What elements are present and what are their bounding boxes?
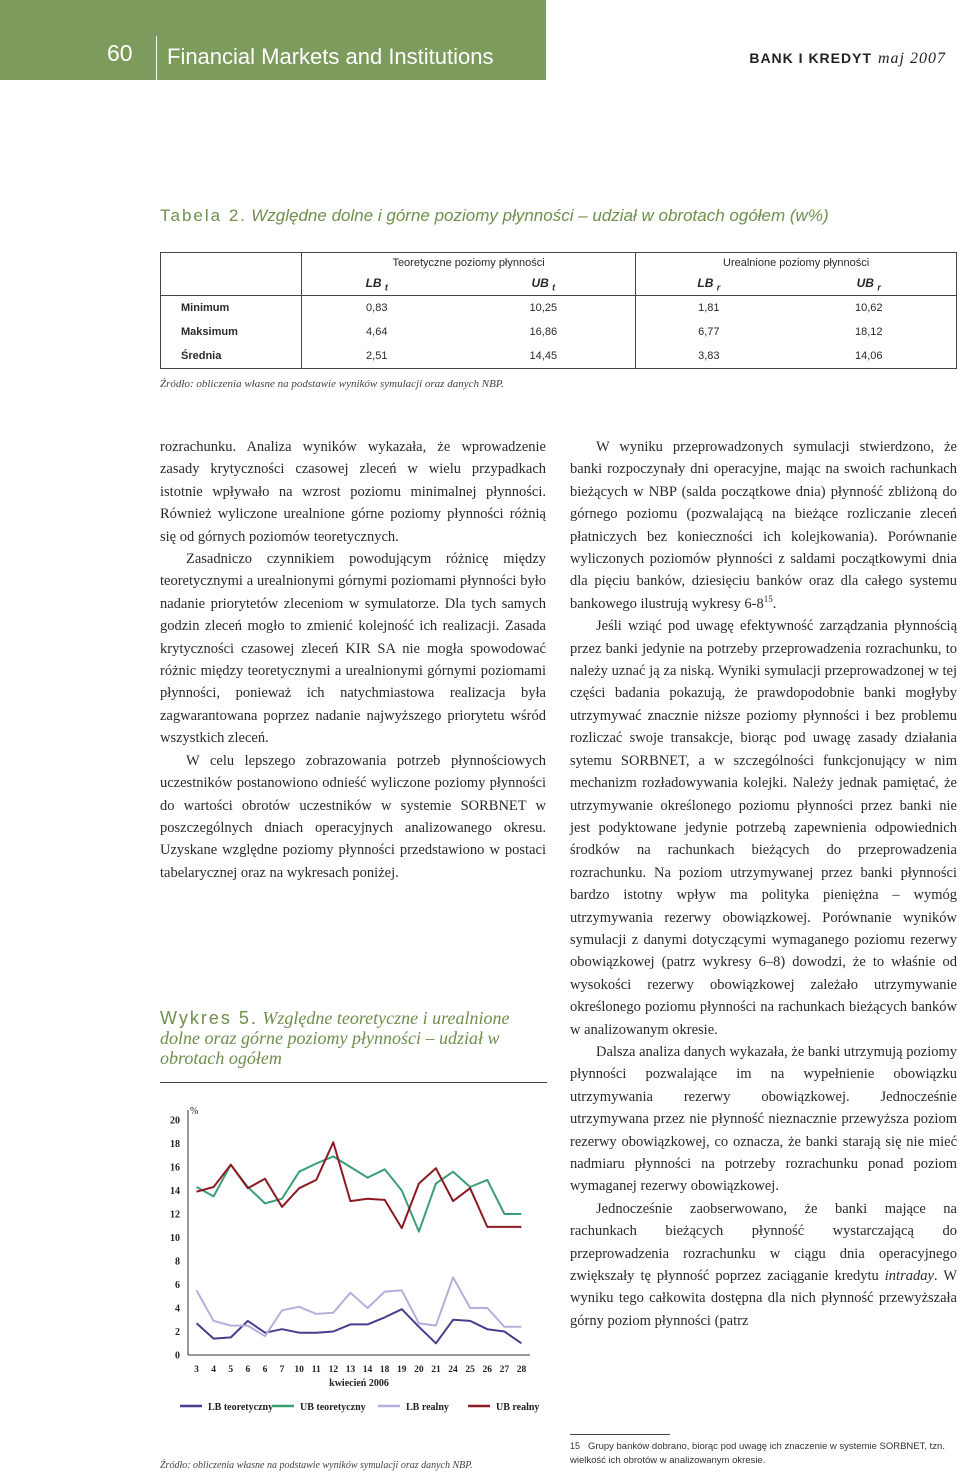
x-tick-label: 24 [448, 1365, 458, 1375]
footnote-rule [570, 1434, 670, 1435]
x-tick-label: 5 [228, 1365, 234, 1375]
table-col-header [452, 273, 636, 296]
paragraph: W celu lepszego zobrazowania potrzeb płynnościowych uczestników postanowiono odnieść wyliczone poziomy płynności do wartości obrotów uczestników w systemie SORBNET w poszczególnych dniach operacyjnych analizowanego okresu. Uzyskane względne poziomy płynności przedstawiono w postaci tabelarycznej oraz na wykresach poniżej. [160, 752, 546, 881]
y-axis-label: % [190, 1106, 199, 1117]
y-tick-label: 8 [175, 1256, 180, 1268]
x-tick-label: 14 [362, 1365, 373, 1375]
table-cell: 14,45 [529, 350, 558, 362]
x-tick-label: 6 [245, 1365, 251, 1375]
journal-title: BANK I KREDYT [749, 50, 872, 66]
paragraph: Zasadniczo czynnikiem powodującym różnicę między teoretycznymi a urealnionymi górnymi poziomami płynności było nadanie priorytetów zleceniom w symulatorze. Dla tych samych godzin zleceń mogło to zmienić kolejność ich realizacji. Zasada krytyczności czasowej zleceń KIR SA nie mogła spowodować różnic między teoretycznymi a urealnionymi górnymi poziomami płynności, ponieważ ich natychmiastowa realizacja była zagwarantowana poprzez nadanie najwyższego priorytetu wśród wszystkich zleceń. [160, 551, 546, 747]
table-cell: 10,62 [854, 302, 883, 314]
table-cell: 16,86 [529, 326, 558, 338]
table-col-header [781, 273, 956, 296]
x-tick-label: 21 [431, 1365, 441, 1375]
x-tick-label: 26 [482, 1365, 492, 1375]
col-header-sub: r [877, 282, 881, 293]
legend-label: LB teoretyczny [208, 1402, 274, 1413]
x-tick-label: 7 [279, 1365, 285, 1375]
legend-label: LB realny [406, 1402, 449, 1413]
paragraph: W wyniku przeprowadzonych symulacji stwierdzono, że banki rozpoczynały dni operacyjne, mając na swoich rachunkach bieżących w NBP (salda początkowe dnia) płynność zbliżoną do górnego poziomu (pozwalającą na bieżące rozliczanie zleceń płatniczych bez konieczności ich kolejkowania). Porównanie wyliczonych poziomów płynności z saldami początkowymi dnia dla pięciu banków, dziesięciu banków oraz dla całego systemu bankowego ilustrują wykresy $6-8^{15}$. [570, 439, 957, 612]
table-caption [160, 206, 829, 226]
y-tick-label: 12 [170, 1209, 180, 1221]
x-tick-label: 4 [211, 1365, 217, 1375]
x-tick-label: 20 [414, 1365, 424, 1375]
row-label: Maksimum [181, 326, 238, 338]
col-header-main: LB [697, 275, 714, 290]
x-tick-label: 18 [379, 1365, 390, 1375]
table-row [161, 344, 957, 369]
table-col-header [302, 273, 452, 296]
journal-issue: maj 2007 [878, 50, 946, 67]
x-tick-label: 3 [194, 1365, 199, 1375]
liquidity-line-chart [160, 1100, 550, 1445]
table-cell: 10,25 [529, 302, 558, 314]
paragraph-text: W wyniku przeprowadzonych symulacji stwierdzono, że banki rozpoczynały dni operacyjne, mając na swoich rachunkach bieżących w NBP (salda początkowe dnia) płynność zbliżoną do górnego poziomu (pozwalającą na bieżące rozliczanie zleceń płatniczych bez konieczności ich kolejkowania). Porównanie wyliczonych poziomów płynności z saldami początkowymi dnia dla pięciu banków, dziesięciu banków oraz dla całego systemu bankowego ilustrują wykresy 6-8 [570, 439, 957, 612]
paragraph-text: Jednocześnie zaobserwowano, że banki mające na rachunkach bieżących płynność wystarczającą do przeprowadzenia rozrachunku w ciągu dnia operacyjnego zwiększały tę płynność poprzez zaciąganie kredytu [570, 1200, 957, 1285]
journal-name [749, 50, 946, 68]
table-cell: 18,12 [854, 326, 883, 338]
y-tick-label: 10 [170, 1233, 180, 1244]
table-cell: 14,06 [854, 350, 883, 362]
x-tick-label: 27 [499, 1365, 510, 1375]
paragraph: Dalsza analiza danych wykazała, że banki utrzymują poziomy płynności pozwalające im na wypełnienie obowiązku utrzymywania rezerwy obowiązkowej. Jednocześnie utrzymywana przez nie płynność nieznacznie przewyższa poziom rezerwy obowiązkowej, co oznacza, że banki starają się nie mieć nadmiaru płynności na potrzeby rozrachunku ponad poziom wymaganej rezerwy obowiązkowej. [570, 1043, 957, 1195]
term-intraday: intraday [884, 1268, 934, 1285]
x-tick-label: 12 [328, 1365, 339, 1375]
y-tick-label: 6 [175, 1280, 180, 1291]
footnote-ref[interactable]: 15 [763, 594, 773, 605]
header-divider [156, 36, 157, 80]
paragraph: rozrachunku. Analiza wyników wykazała, że wprowadzenie zasady krytyczności czasowej zleceń w wielu przypadkach istotnie wpływało na wzrost poziomu minimalnej płynności. Również wyliczone urealnione górne poziomy płynności różnią się od górnych poziomów teoretycznych. [160, 439, 546, 545]
x-tick-label: 28 [516, 1365, 527, 1375]
row-label: Minimum [181, 302, 230, 314]
legend-label: UB realny [496, 1402, 540, 1413]
legend-label: UB teoretyczny [300, 1402, 366, 1413]
x-tick-label: 10 [294, 1365, 304, 1375]
footnote-number: 15 [570, 1441, 581, 1451]
table-corner-2 [161, 273, 302, 296]
section-title: Financial Markets and Institutions [167, 44, 494, 69]
col-header-sub: t [384, 282, 388, 293]
y-tick-label: 2 [175, 1327, 180, 1338]
left-column [160, 436, 546, 884]
table-row [161, 296, 957, 321]
col-header-main: UB [856, 275, 874, 290]
y-tick-label: 14 [170, 1186, 180, 1197]
table-group-header-theoretical: Teoretyczne poziomy płynności [302, 253, 636, 274]
col-header-main: UB [531, 275, 549, 290]
y-tick-label: 18 [170, 1139, 180, 1150]
right-column [570, 436, 957, 1332]
table-cell: 3,83 [636, 344, 782, 369]
y-tick-label: 16 [170, 1162, 180, 1174]
col-header-sub: t [552, 282, 556, 293]
chart-title: Względne teoretyczne i urealnione dolne oraz górne poziomy płynności – udział w obrotach ogółem [160, 1008, 510, 1068]
x-axis-label: kwiecień 2006 [329, 1378, 389, 1389]
y-tick-label: 0 [175, 1350, 180, 1362]
table-cell: 0,83 [302, 296, 452, 321]
y-tick-label: 4 [175, 1303, 180, 1315]
x-tick-label: 25 [465, 1365, 475, 1375]
page-number: 60 [107, 40, 133, 66]
table-source: Źródło: obliczenia własne na podstawie wyników symulacji oraz danych NBP. [160, 378, 504, 390]
chart-label: Wykres 5. [160, 1008, 258, 1028]
x-tick-label: 6 [262, 1365, 268, 1375]
x-tick-label: 13 [345, 1365, 356, 1375]
row-label: Średnia [181, 350, 222, 362]
footnote-text: Grupy banków dobrano, biorąc pod uwagę ich znaczenie w systemie SORBNET, tzn. wielkość ich obrotów w analizowanym okresie. [570, 1441, 945, 1466]
x-tick-label: 11 [311, 1365, 321, 1375]
paragraph: Jeśli wziąć pod uwagę efektywność zarządzania płynnością przez banki jedynie na potrzeby przeprowadzenia rozrachunku, to należy uznać ją za niską. Wyniki symulacji przeprowadzonej w tej części badania pokazują, że prawdopodobnie banki mogłyby utrzymywać znacznie niższe poziomy płynności i bez problemu rozliczać swoje transakcje, biorąc pod uwagę zasady działania sytemu SORBNET, a w szczególności funkcjonujący w nim mechanizm rozładowywania kolejki. Należy jednak pamiętać, że utrzymywanie określonego poziomu płynności przez banki nie jest podyktowane jedynie potrzebą zapewnienia odpowiednich środków na rachunkach bieżących do przeprowadzenia rozrachunku. Na poziom utrzymywanej przez banki płynności bardzo istotny wpływ ma polityka pieniężna – wymóg utrzymywania rezerwy obowiązkowej. Porównanie wyników symulacji z danymi dotyczącymi wymaganego poziomu rezerwy obowiązkowej (patrz wykresy 6–8) dowodzi, że to właśnie od wysokości rezerwy obowiązkowej zależało utrzymywanie określonego poziomu płynności na rachunkach bieżących banków w analizowanym okresie. [570, 618, 957, 1038]
table-label: Tabela 2. [160, 206, 247, 225]
footnote [570, 1439, 957, 1468]
chart-rule [160, 1082, 547, 1083]
series-line [197, 1277, 522, 1336]
chart-caption [160, 1008, 550, 1068]
x-tick-label: 19 [397, 1365, 407, 1375]
table-corner [161, 253, 302, 274]
table-cell: 4,64 [302, 320, 452, 344]
table-title: Względne dolne i górne poziomy płynności – udział w obrotach ogółem (w%) [251, 206, 829, 225]
chart-source: Źródło: obliczenia własne na podstawie wyników symulacji oraz danych NBP. [160, 1460, 473, 1471]
table-cell: 2,51 [302, 344, 452, 369]
table-row [161, 320, 957, 344]
paragraph-text: W wyniku tego całkowita dostępna dla nich płynność przewyższała górny poziom płynności (patrz [570, 1268, 957, 1329]
col-header-main: LB [365, 275, 382, 290]
table-cell: 1,81 [636, 296, 782, 321]
col-header-sub: r [716, 282, 721, 293]
liquidity-table [160, 252, 957, 369]
table-col-header [636, 273, 782, 296]
y-tick-label: 20 [170, 1115, 180, 1127]
paragraph: Jednocześnie zaobserwowano, że banki mające na rachunkach bieżących płynność wystarczającą do przeprowadzenia rozrachunku w ciągu dnia operacyjnego zwiększały tę płynność poprzez zaciąganie kredytu intraday. W wyniku tego całkowita dostępna dla nich płynność przewyższała górny poziom płynności (patrz [570, 1200, 957, 1329]
table-cell: 6,77 [636, 320, 782, 344]
table-group-header-real: Urealnione poziomy płynności [636, 253, 957, 274]
